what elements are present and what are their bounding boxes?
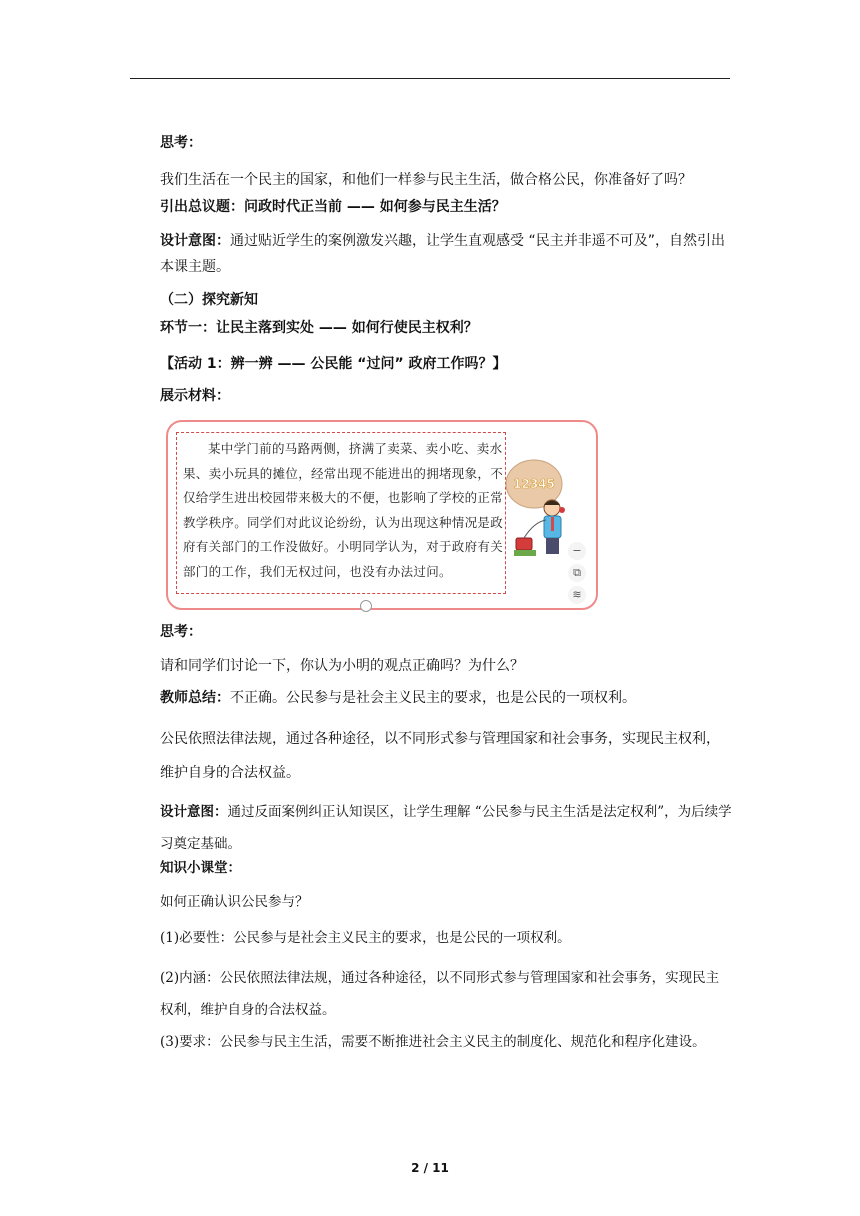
design-intent-text: 通过贴近学生的案例激发兴趣，让学生直观感受 “民主并非遥不可及”，自然引出本课主题。 [160,233,725,275]
design-intent-1 [160,228,735,280]
teacher-summary [160,688,636,708]
phone-call-illustration [504,458,576,558]
activity-heading: 【活动 1：辨一辨 —— 公民能 “过问” 政府工作吗？】 [160,356,507,372]
knowledge-item-2: (2)内涵：公民依照法律法规，通过各种途径，以不同形式参与管理国家和社会事务，实现民主权利，维护自身的合法权益。 [160,970,720,1018]
teacher-summary-label: 教师总结： [160,690,230,706]
teacher-summary-text: 不正确。公民参与是社会主义民主的要求，也是公民的一项权利。 [230,690,636,706]
floating-toolbar [568,542,588,608]
zoom-out-icon[interactable]: − [568,542,586,560]
citizen-paragraph: 公民依照法律法规，通过各种途径，以不同形式参与管理国家和社会事务，实现民主权利，维护自身的合法权益。 [160,731,720,781]
person-legs [546,538,559,554]
phone-stand [514,550,536,556]
handset [559,507,565,513]
knowledge-item-1: (1)必要性：公民参与是社会主义民主的要求，也是公民的一项权利。 [160,930,571,946]
crop-icon[interactable]: ⧉ [568,564,586,582]
design-intent-2-text: 通过反面案例纠正认知误区，让学生理解 “公民参与民主生活是法定权利”，为后续学习奠定基础。 [160,804,732,852]
rotate-handle-icon[interactable] [360,600,372,612]
telephone [516,538,532,550]
design-intent-2 [160,796,732,860]
material-figure[interactable] [166,420,598,610]
hotline-number: 12345 [513,477,555,491]
design-intent-label: 设计意图： [160,233,230,249]
knowledge-title: 知识小课堂： [160,860,241,876]
material-text: 某中学门前的马路两侧，挤满了卖菜、卖小吃、卖水果、卖小玩具的摊位，经常出现不能进出的拥堵现象，不仅给学生进出校园带来极大的不便，也影响了学校的正常教学秩序。同学们对此议论纷纷，认为出现这种情况是政府有关部门的工作没做好。小明同学认为，对于政府有关部门的工作，我们无权过问，也没有办法过问。 [183,441,504,579]
thinking-label: 思考： [160,135,202,151]
knowledge-item-3: (3)要求：公民参与民主生活，需要不断推进社会主义民主的制度化、规范化和程序化建设。 [160,1034,706,1050]
phone-cord [524,520,546,538]
header-rule [130,78,730,79]
topic-line: 引出总议题：问政时代正当前 —— 如何参与民主生活？ [160,199,506,215]
segment-heading: 环节一：让民主落到实处 —— 如何行使民主权利？ [160,320,478,336]
section-heading: （二）探究新知 [160,292,258,308]
design-intent-2-label: 设计意图： [160,804,228,820]
thinking-label-2: 思考： [160,624,202,640]
person-tie [551,517,554,531]
question-2-text: 请和同学们讨论一下，你认为小明的观点正确吗？为什么？ [160,658,524,674]
show-material-label: 展示材料： [160,388,230,404]
material-textbox[interactable] [176,432,506,594]
question-text: 我们生活在一个民主的国家，和他们一样参与民主生活，做合格公民，你准备好了吗？ [160,172,692,188]
knowledge-question: 如何正确认识公民参与？ [160,894,309,910]
layers-icon[interactable]: ≋ [568,586,586,604]
page-number: 2 / 11 [411,1161,449,1175]
